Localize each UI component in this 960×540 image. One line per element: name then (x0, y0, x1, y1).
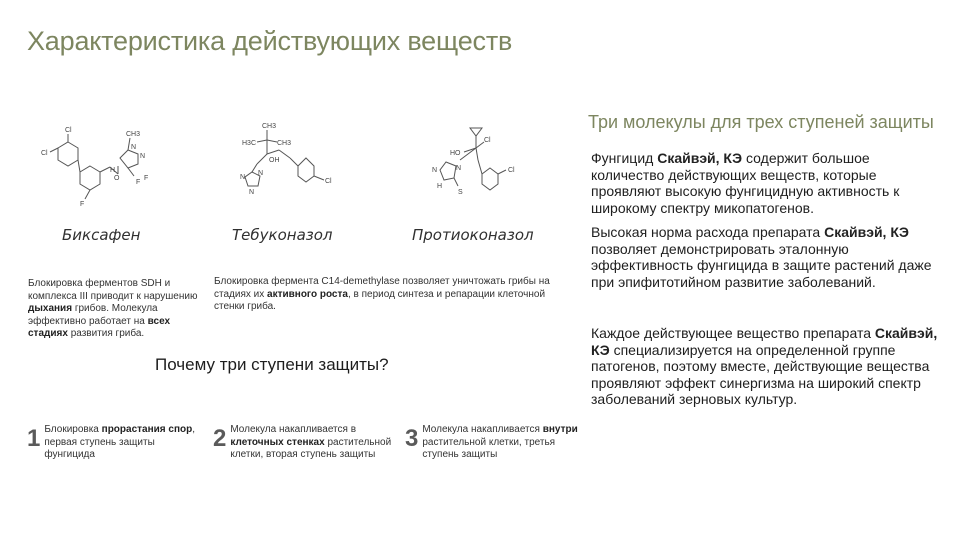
step-3 (405, 424, 585, 462)
atom-methyl: CH3 (262, 123, 277, 130)
atom-o: O (114, 175, 120, 182)
atom-n: N (432, 167, 438, 174)
molecule-name-bixafen: Биксафен (62, 226, 141, 244)
atom-n: N (249, 189, 255, 196)
atom-f: F (136, 179, 141, 186)
step-number: 2 (213, 425, 227, 452)
molecule-name-tebuconazole: Тебуконазол (232, 226, 333, 244)
tebuconazole-description: Блокировка фермента С14-demethylase позволяет уничтожать грибы на стадиях их активного роста, в период синтеза и репарации клеточной стенки гриба. (214, 276, 550, 312)
molecule-bixafen (40, 122, 200, 244)
atom-n: N (240, 174, 246, 181)
atom-methyl: H3C (242, 140, 257, 147)
atom-n: N (131, 144, 137, 151)
atom-cl: Cl (508, 167, 515, 174)
bixafen-structure (40, 122, 170, 212)
step-text: Молекула накапливается в клеточных стенках растительной клетки, вторая ступень защиты (230, 424, 392, 460)
right-subtitle: Три молекулы для трех ступеней защиты (588, 112, 934, 132)
page-title: Характеристика действующих веществ (27, 26, 513, 56)
atom-methyl: CH3 (277, 140, 292, 147)
atom-n: N (140, 153, 146, 160)
step-1 (27, 424, 207, 462)
step-text: Блокировка прорастания спор, первая ступень защиты фунгицида (44, 424, 196, 460)
right-paragraph-1: Фунгицид Скайвэй, КЭ содержит большое количество действующих веществ, которые проявляют высокую фунгицидную активность к широкому спектру микопатогенов. (591, 150, 900, 216)
atom-f: F (144, 175, 149, 182)
atom-h: H (110, 167, 116, 174)
atom-cl: Cl (41, 150, 48, 157)
atom-cl: Cl (325, 178, 332, 185)
molecule-prothioconazole (412, 122, 580, 244)
tebuconazole-structure (232, 122, 362, 212)
right-paragraph-2: Высокая норма расхода препарата Скайвэй, КЭ позволяет демонстрировать эталонную эффективность фунгицида в защите растений даже при эпифитотийном развитие заболеваний. (591, 224, 932, 290)
atom-oh: HO (450, 150, 461, 157)
molecule-name-prothioconazole: Протиоконазол (412, 226, 534, 244)
right-paragraph-3: Каждое действующее вещество препарата Скайвэй, КЭ специализируется на определенной группе патогенов, поэтому вместе, действующие вещества проявляют эффект синергизма на широкий спектр заболеваний зерновых культур. (591, 325, 938, 407)
atom-n: N (258, 170, 264, 177)
atom-n: N (456, 165, 462, 172)
atom-h: H (437, 183, 443, 190)
atom-cl: Cl (65, 127, 72, 134)
prothioconazole-structure (420, 122, 550, 212)
bixafen-description: Блокировка ферментов SDH и комплекса III приводит к нарушению дыхания грибов. Молекула эффективно работает на всех стадиях развития гриба. (28, 278, 198, 339)
atom-methyl: CH3 (126, 131, 141, 138)
atom-oh: OH (269, 157, 280, 164)
step-number: 3 (405, 425, 419, 452)
atom-f: F (80, 201, 85, 208)
molecule-tebuconazole (232, 122, 392, 244)
section-question: Почему три ступени защиты? (155, 355, 389, 374)
step-number: 1 (27, 425, 41, 452)
step-2 (213, 424, 399, 462)
atom-s: S (458, 189, 463, 196)
atom-cl: Cl (484, 137, 491, 144)
step-text: Молекула накапливается внутри растительной клетки, третья ступень защиты (422, 424, 578, 460)
